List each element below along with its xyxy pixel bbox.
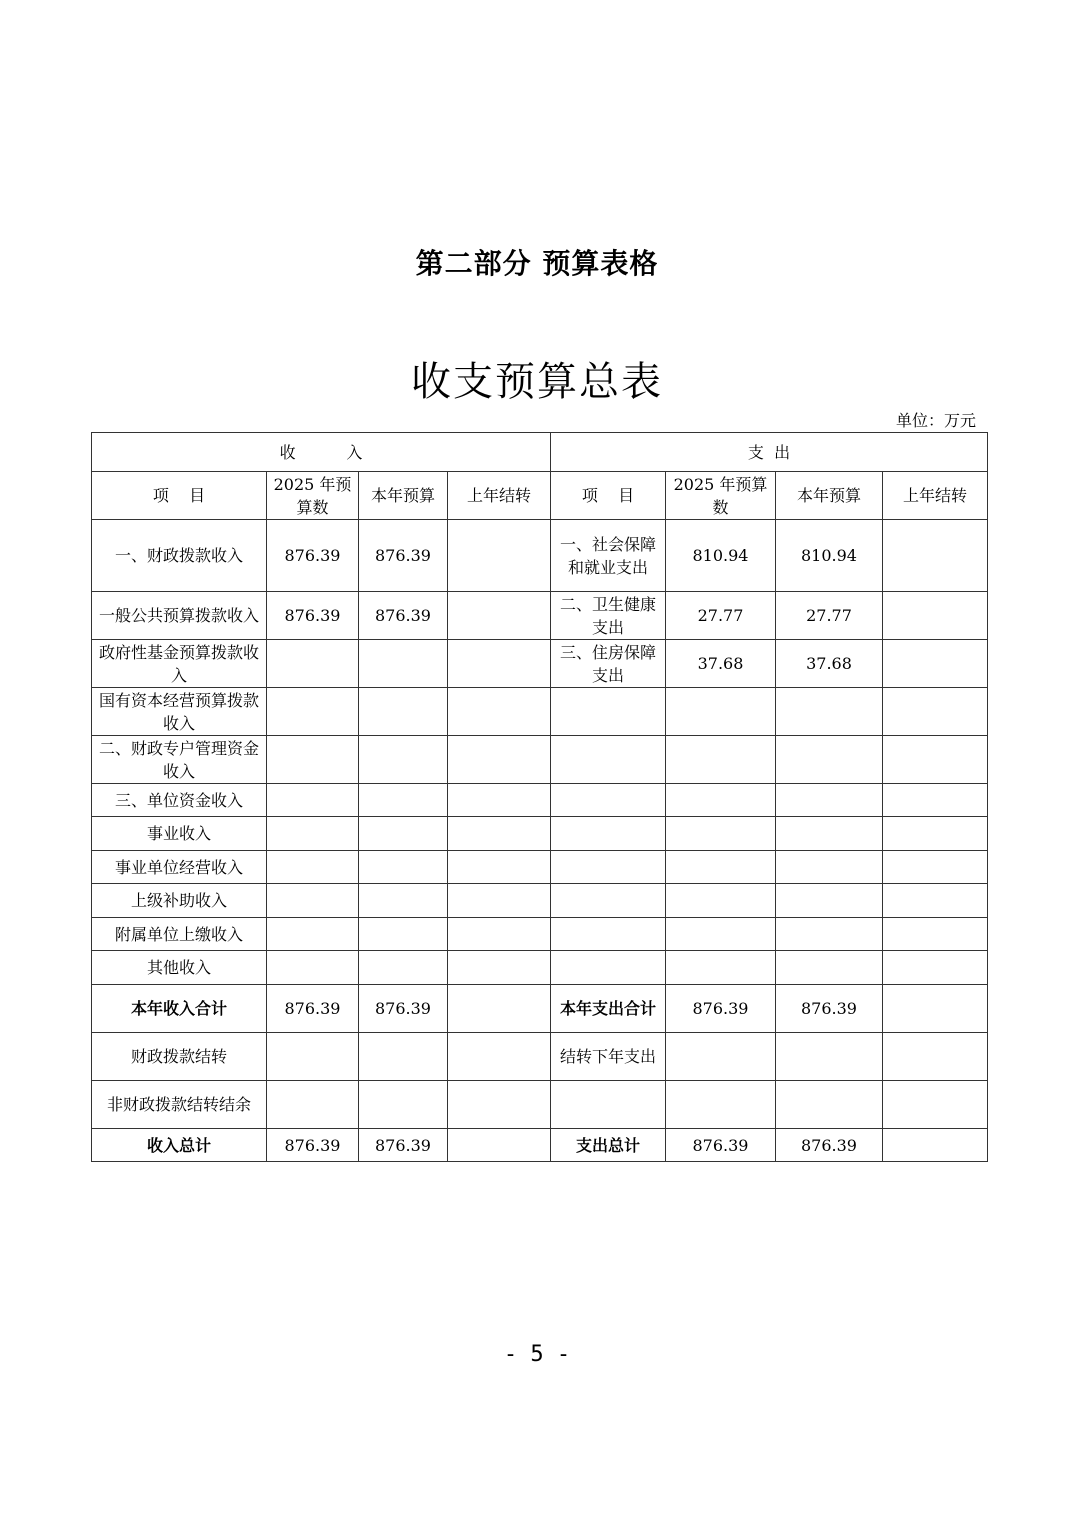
cell-expense-2025 xyxy=(666,1033,776,1081)
col-header-expense-2025: 2025 年预算数 xyxy=(666,472,776,520)
cell-expense-carry xyxy=(883,884,988,918)
cell-income-current xyxy=(359,851,448,884)
cell-income-2025 xyxy=(267,817,359,851)
cell-income-item: 事业收入 xyxy=(92,817,267,851)
cell-income-item: 政府性基金预算拨款收入 xyxy=(92,640,267,688)
cell-expense-carry xyxy=(883,640,988,688)
cell-income-item: 收入总计 xyxy=(92,1129,267,1162)
cell-income-current xyxy=(359,884,448,918)
cell-expense-carry xyxy=(883,784,988,817)
cell-expense-current xyxy=(776,817,883,851)
table-row xyxy=(92,1129,988,1162)
cell-expense-item xyxy=(551,688,666,736)
cell-income-2025 xyxy=(267,851,359,884)
cell-income-item: 二、财政专户管理资金收入 xyxy=(92,736,267,784)
cell-expense-carry xyxy=(883,688,988,736)
cell-expense-item: 三、住房保障支出 xyxy=(551,640,666,688)
cell-income-current xyxy=(359,817,448,851)
cell-income-item: 国有资本经营预算拨款收入 xyxy=(92,688,267,736)
cell-expense-2025 xyxy=(666,851,776,884)
col-header-expense-carry: 上年结转 xyxy=(883,472,988,520)
table-row xyxy=(92,951,988,985)
cell-income-current: 876.39 xyxy=(359,592,448,640)
cell-income-current: 876.39 xyxy=(359,1129,448,1162)
cell-expense-carry xyxy=(883,1081,988,1129)
table-row xyxy=(92,884,988,918)
cell-income-current: 876.39 xyxy=(359,520,448,592)
cell-income-current xyxy=(359,784,448,817)
income-group-header: 收 入 xyxy=(92,433,551,472)
group-header-row xyxy=(92,433,988,472)
table-row xyxy=(92,592,988,640)
cell-income-item: 本年收入合计 xyxy=(92,985,267,1033)
cell-income-item: 财政拨款结转 xyxy=(92,1033,267,1081)
cell-income-carry xyxy=(448,851,551,884)
cell-income-current xyxy=(359,1081,448,1129)
cell-expense-2025: 876.39 xyxy=(666,985,776,1033)
cell-expense-item xyxy=(551,784,666,817)
cell-income-item: 一般公共预算拨款收入 xyxy=(92,592,267,640)
cell-expense-current xyxy=(776,851,883,884)
cell-expense-2025 xyxy=(666,918,776,951)
table-row xyxy=(92,851,988,884)
cell-expense-2025 xyxy=(666,736,776,784)
cell-income-item: 上级补助收入 xyxy=(92,884,267,918)
cell-expense-item xyxy=(551,884,666,918)
table-row xyxy=(92,1081,988,1129)
cell-expense-current xyxy=(776,1033,883,1081)
cell-expense-item xyxy=(551,1081,666,1129)
cell-expense-2025: 27.77 xyxy=(666,592,776,640)
cell-expense-2025: 876.39 xyxy=(666,1129,776,1162)
cell-income-carry xyxy=(448,688,551,736)
table-row xyxy=(92,688,988,736)
cell-expense-item: 本年支出合计 xyxy=(551,985,666,1033)
cell-income-item: 其他收入 xyxy=(92,951,267,985)
cell-expense-2025 xyxy=(666,1081,776,1129)
cell-expense-2025 xyxy=(666,688,776,736)
cell-expense-carry xyxy=(883,1033,988,1081)
cell-expense-item: 支出总计 xyxy=(551,1129,666,1162)
expense-group-header: 支 出 xyxy=(551,433,988,472)
cell-expense-item: 二、卫生健康支出 xyxy=(551,592,666,640)
cell-income-2025 xyxy=(267,784,359,817)
cell-income-current xyxy=(359,951,448,985)
cell-expense-carry xyxy=(883,851,988,884)
cell-income-current xyxy=(359,1033,448,1081)
cell-income-current xyxy=(359,736,448,784)
cell-expense-current: 876.39 xyxy=(776,1129,883,1162)
cell-expense-current: 27.77 xyxy=(776,592,883,640)
section-title: 第二部分 预算表格 xyxy=(415,247,659,280)
cell-income-2025 xyxy=(267,640,359,688)
cell-expense-current xyxy=(776,951,883,985)
table-title: 收支预算总表 xyxy=(411,359,663,405)
cell-income-current xyxy=(359,918,448,951)
cell-expense-item: 一、社会保障和就业支出 xyxy=(551,520,666,592)
col-header-expense-item: 项 目 xyxy=(551,472,666,520)
cell-expense-2025: 810.94 xyxy=(666,520,776,592)
cell-expense-item xyxy=(551,951,666,985)
table-row xyxy=(92,918,988,951)
cell-income-2025 xyxy=(267,951,359,985)
cell-income-carry xyxy=(448,1129,551,1162)
cell-income-carry xyxy=(448,918,551,951)
cell-expense-current: 810.94 xyxy=(776,520,883,592)
cell-expense-carry xyxy=(883,1129,988,1162)
col-header-expense-current: 本年预算 xyxy=(776,472,883,520)
table-row xyxy=(92,784,988,817)
cell-expense-2025: 37.68 xyxy=(666,640,776,688)
cell-income-carry xyxy=(448,951,551,985)
cell-expense-2025 xyxy=(666,784,776,817)
cell-expense-current: 876.39 xyxy=(776,985,883,1033)
cell-expense-item xyxy=(551,736,666,784)
cell-income-item: 非财政拨款结转结余 xyxy=(92,1081,267,1129)
cell-expense-item xyxy=(551,918,666,951)
cell-income-carry xyxy=(448,1081,551,1129)
table-row xyxy=(92,1033,988,1081)
cell-expense-current xyxy=(776,784,883,817)
cell-income-carry xyxy=(448,592,551,640)
col-header-income-current: 本年预算 xyxy=(359,472,448,520)
cell-income-2025 xyxy=(267,1081,359,1129)
cell-expense-2025 xyxy=(666,884,776,918)
table-row xyxy=(92,520,988,592)
cell-income-2025 xyxy=(267,884,359,918)
cell-expense-item xyxy=(551,851,666,884)
cell-expense-item: 结转下年支出 xyxy=(551,1033,666,1081)
cell-income-2025 xyxy=(267,688,359,736)
table-row xyxy=(92,985,988,1033)
cell-income-item: 事业单位经营收入 xyxy=(92,851,267,884)
cell-income-item: 附属单位上缴收入 xyxy=(92,918,267,951)
cell-expense-carry xyxy=(883,520,988,592)
cell-income-current xyxy=(359,688,448,736)
cell-expense-current xyxy=(776,1081,883,1129)
cell-expense-2025 xyxy=(666,951,776,985)
cell-income-2025 xyxy=(267,918,359,951)
cell-expense-carry xyxy=(883,592,988,640)
table-row xyxy=(92,817,988,851)
cell-expense-carry xyxy=(883,918,988,951)
cell-expense-current xyxy=(776,736,883,784)
cell-income-item: 一、财政拨款收入 xyxy=(92,520,267,592)
cell-expense-carry xyxy=(883,951,988,985)
cell-income-carry xyxy=(448,736,551,784)
cell-expense-2025 xyxy=(666,817,776,851)
table-row xyxy=(92,736,988,784)
cell-income-carry xyxy=(448,520,551,592)
cell-expense-carry xyxy=(883,736,988,784)
cell-expense-current xyxy=(776,884,883,918)
cell-income-carry xyxy=(448,985,551,1033)
cell-expense-carry xyxy=(883,817,988,851)
cell-income-carry xyxy=(448,784,551,817)
cell-income-2025: 876.39 xyxy=(267,592,359,640)
cell-income-2025 xyxy=(267,736,359,784)
unit-label: 单位：万元 xyxy=(895,411,976,430)
cell-income-current xyxy=(359,640,448,688)
cell-expense-current: 37.68 xyxy=(776,640,883,688)
cell-expense-carry xyxy=(883,985,988,1033)
page-number: - 5 - xyxy=(503,1342,571,1367)
cell-expense-current xyxy=(776,918,883,951)
cell-income-2025: 876.39 xyxy=(267,985,359,1033)
column-header-row xyxy=(92,472,988,520)
budget-summary-table xyxy=(91,432,988,1162)
cell-income-carry xyxy=(448,817,551,851)
col-header-income-item: 项 目 xyxy=(92,472,267,520)
cell-income-2025: 876.39 xyxy=(267,1129,359,1162)
cell-income-current: 876.39 xyxy=(359,985,448,1033)
cell-expense-current xyxy=(776,688,883,736)
cell-income-2025 xyxy=(267,1033,359,1081)
cell-income-item: 三、单位资金收入 xyxy=(92,784,267,817)
col-header-income-2025: 2025 年预算数 xyxy=(267,472,359,520)
cell-expense-item xyxy=(551,817,666,851)
col-header-income-carry: 上年结转 xyxy=(448,472,551,520)
cell-income-carry xyxy=(448,1033,551,1081)
cell-income-carry xyxy=(448,884,551,918)
table-row xyxy=(92,640,988,688)
cell-income-2025: 876.39 xyxy=(267,520,359,592)
cell-income-carry xyxy=(448,640,551,688)
